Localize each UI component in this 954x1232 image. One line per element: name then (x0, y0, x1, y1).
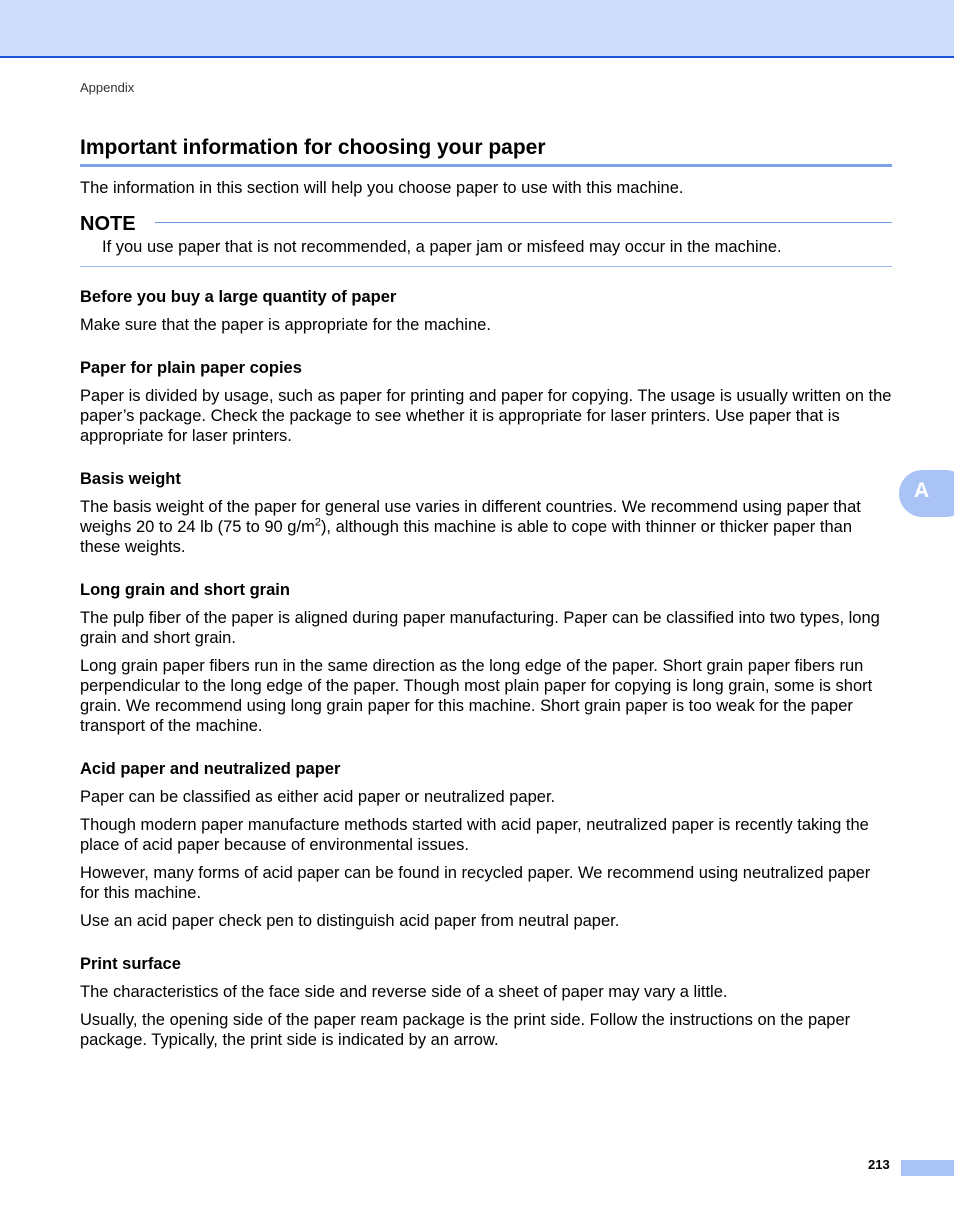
note-divider (155, 222, 892, 223)
section-heading: Print surface (80, 955, 181, 973)
section-before-you-buy (80, 287, 892, 335)
paragraph: The pulp fiber of the paper is aligned during paper manufacturing. Paper can be classified into two types, long grain and short grain. (80, 609, 880, 647)
paragraph-text-end: ), although this machine is able to cope with thinner or thicker paper than these weights. (80, 518, 852, 556)
section-plain-paper-copies (80, 358, 892, 446)
paragraph: However, many forms of acid paper can be found in recycled paper. We recommend using neutralized paper for this machine. (80, 864, 871, 902)
paragraph: The characteristics of the face side and reverse side of a sheet of paper may vary a little. (80, 983, 728, 1001)
superscript: 2 (314, 516, 321, 529)
paragraph: Paper is divided by usage, such as paper for printing and paper for copying. The usage is usually written on the paper’s package. Check the package to see whether it is appropriate for laser printers. Use paper that is appropriate for laser printers. (80, 387, 892, 445)
paragraph (80, 497, 892, 557)
note-label: NOTE (80, 213, 136, 235)
paragraph: Though modern paper manufacture methods started with acid paper, neutralized paper is recently taking the place of acid paper because of environmental issues. (80, 816, 869, 854)
section-heading: Basis weight (80, 470, 181, 488)
section-heading: Acid paper and neutralized paper (80, 760, 341, 778)
paragraph: Long grain paper fibers run in the same direction as the long edge of the paper. Short grain paper fibers run perpendicular to the long edge of the paper. Though most plain paper for copying is long grain, some is short grain. We recommend using long grain paper for this machine. Short grain paper is too weak for the paper transport of the machine. (80, 657, 873, 735)
page-number: 213 (868, 1157, 890, 1172)
chapter-tab-letter: A (914, 479, 930, 502)
intro-paragraph: The information in this section will help you choose paper to use with this machine. (80, 179, 684, 197)
running-head: Appendix (80, 80, 135, 95)
paragraph: Usually, the opening side of the paper ream package is the print side. Follow the instructions on the paper package. Typically, the print side is indicated by an arrow. (80, 1011, 851, 1049)
section-heading: Paper for plain paper copies (80, 359, 302, 377)
content-body (80, 287, 892, 1073)
section-heading: Before you buy a large quantity of paper (80, 288, 397, 306)
paragraph: Paper can be classified as either acid paper or neutralized paper. (80, 788, 556, 806)
section-basis-weight (80, 469, 892, 557)
page-title: Important information for choosing your paper (80, 136, 892, 167)
note-text: If you use paper that is not recommended, a paper jam or misfeed may occur in the machine. (102, 238, 782, 256)
section-acid-neutralized (80, 759, 892, 931)
paragraph: Make sure that the paper is appropriate for the machine. (80, 316, 491, 334)
section-long-short-grain (80, 580, 892, 736)
paragraph: Use an acid paper check pen to distinguish acid paper from neutral paper. (80, 912, 620, 930)
header-band (0, 0, 954, 58)
page-number-tab (901, 1160, 954, 1176)
section-print-surface (80, 954, 892, 1050)
paragraph-text-start: The basis weight of the paper for general use varies in different countries. We recommend using paper that weighs 20 to 24 lb (75 to 90 g/m (80, 498, 861, 536)
section-heading: Long grain and short grain (80, 581, 290, 599)
note-bottom-divider (80, 266, 892, 267)
